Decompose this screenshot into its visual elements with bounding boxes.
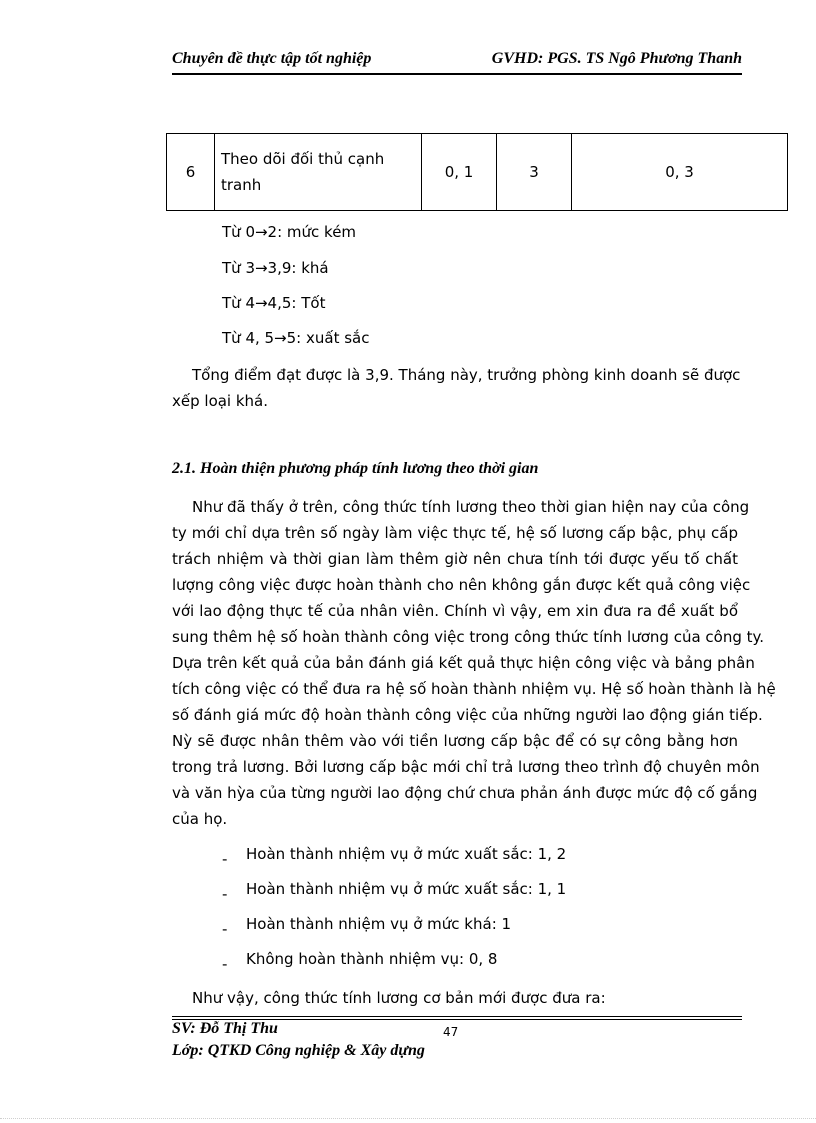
summary-line-2: xếp loại khá.	[172, 392, 269, 410]
body-line: lượng công việc được hoàn thành cho nên không gắn được kết quả công việc	[172, 576, 751, 594]
body-paragraph	[172, 494, 776, 832]
body-line: Dựa trên kết quả của bản đánh giá kết quả thực hiện công việc và bảng phân	[172, 654, 755, 672]
body-line: của họ.	[172, 810, 228, 828]
bullet-marker: -	[222, 955, 228, 973]
header-title: Chuyên đề thực tập tốt nghiệp	[172, 50, 372, 67]
page-edge	[0, 1118, 816, 1119]
scale-line-4: Từ 4, 5→5: xuất sắc	[222, 329, 370, 347]
row-criterion	[215, 134, 422, 211]
header-advisor: GVHD: PGS. TS Ngô Phương Thanh	[491, 50, 742, 67]
footer-class: Lớp: QTKD Công nghiệp & Xây dựng	[172, 1042, 425, 1059]
list-item-text: Không hoàn thành nhiệm vụ: 0, 8	[246, 950, 498, 968]
body-line: ty mới chỉ dựa trên số ngày làm việc thực tế, hệ số lương cấp bậc, phụ cấp	[172, 524, 738, 542]
list-item-text: Hoàn thành nhiệm vụ ở mức xuất sắc: 1, 1	[246, 880, 567, 898]
row-number: 6	[167, 134, 215, 211]
table-row	[167, 134, 788, 211]
page-header	[172, 48, 742, 72]
body-line: và văn hỳa của từng người lao động chứ chưa phản ánh được mức độ cố gắng	[172, 784, 758, 802]
scale-line-2: Từ 3→3,9: khá	[222, 259, 329, 277]
body-line: số đánh giá mức độ hoàn thành công việc của những người lao động gián tiếp.	[172, 706, 763, 724]
list-item-text: Hoàn thành nhiệm vụ ở mức khá: 1	[246, 915, 512, 933]
list-item	[222, 950, 498, 973]
header-divider	[172, 73, 742, 75]
scale-line-1: Từ 0→2: mức kém	[222, 223, 357, 241]
body-line: Nỳ sẽ được nhân thêm vào với tiền lương cấp bậc để có sự công bằng hơn	[172, 732, 738, 750]
summary-line-1: Tổng điểm đạt được là 3,9. Tháng này, trưởng phòng kinh doanh sẽ được	[192, 366, 741, 384]
closing-line: Như vậy, công thức tính lương cơ bản mới được đưa ra:	[192, 989, 606, 1007]
criterion-line-1: Theo dõi đối thủ cạnh	[221, 150, 385, 168]
page-number: 47	[443, 1025, 459, 1039]
body-line: trong trả lương. Bởi lương cấp bậc mới chỉ trả lương theo trình độ chuyên môn	[172, 758, 760, 776]
evaluation-table	[166, 133, 788, 211]
body-line: tích công việc có thể đưa ra hệ số hoàn thành nhiệm vụ. Hệ số hoàn thành là hệ	[172, 680, 776, 698]
row-score: 3	[497, 134, 572, 211]
closing-paragraph	[172, 985, 738, 1011]
list-item	[222, 880, 567, 903]
bullet-marker: -	[222, 850, 228, 868]
list-item-text: Hoàn thành nhiệm vụ ở mức xuất sắc: 1, 2	[246, 845, 567, 863]
criterion-line-2: tranh	[221, 176, 262, 194]
list-item	[222, 845, 567, 868]
bullet-marker: -	[222, 885, 228, 903]
body-line: trách nhiệm và thời gian làm thêm giờ nên chưa tính tới được yếu tố chất	[172, 550, 738, 568]
footer-divider	[172, 1016, 742, 1017]
section-heading: 2.1. Hoàn thiện phương pháp tính lương theo thời gian	[172, 460, 539, 477]
body-line: sung thêm hệ số hoàn thành công việc trong công thức tính lương của công ty.	[172, 628, 765, 646]
summary-paragraph	[172, 362, 741, 414]
body-line: Như đã thấy ở trên, công thức tính lương theo thời gian hiện nay của công	[192, 498, 750, 516]
body-line: với lao động thực tế của nhân viên. Chính vì vậy, em xin đưa ra đề xuất bổ	[172, 602, 738, 620]
row-weight: 0, 1	[422, 134, 497, 211]
scale-line-3: Từ 4→4,5: Tốt	[222, 294, 326, 312]
bullet-marker: -	[222, 920, 228, 938]
list-item	[222, 915, 512, 938]
row-result: 0, 3	[572, 134, 788, 211]
footer-student: SV: Đỗ Thị Thu	[172, 1020, 278, 1037]
